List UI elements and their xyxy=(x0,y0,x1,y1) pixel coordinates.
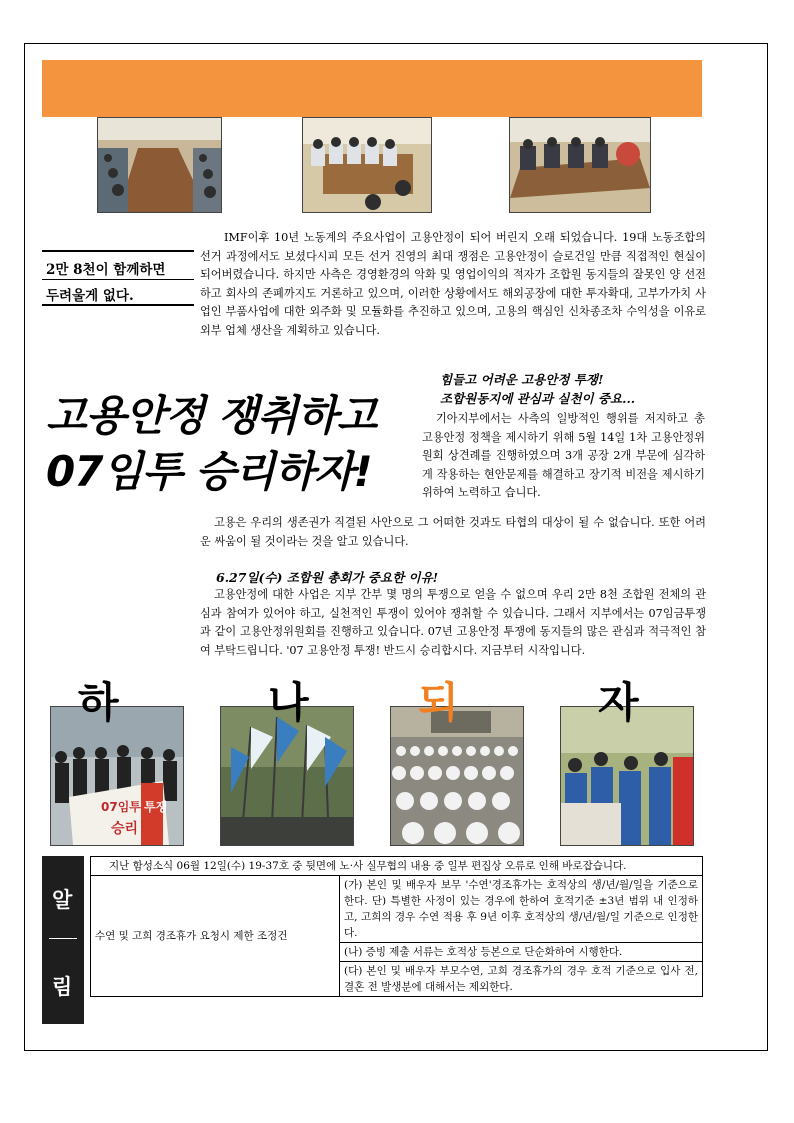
banner-text-struggle: 투쟁 xyxy=(144,800,168,814)
slogan-box xyxy=(42,250,194,306)
notice-label-char-2: 림 xyxy=(52,975,73,999)
intro-paragraph: IMF이후 10년 노동계의 주요사업이 고용안정이 되어 버린지 오래 되었습니다. 19대 노동조합의 선거 과정에서도 보셨다시피 모든 선거 진영의 최대 쟁점은 고용안정이 슬로건일 만큼 직접적인 현실이 되어버렸습니다. 하지만 사측은 경영환경의 악화 및 영업이익의 적자가 조합원 동지들의 잘못인 양 선전하고 회사의 존폐까지도 거론하고 있으며, 이러한 상황에서도 해외공장에 대한 투자확대, 고부가가치 사업인 부품사업에 대한 외주화 및 모듈화를 추진하고 있으며, 고용의 핵심인 신차종조차 수익성을 이유로 외부 업체 생산을 계획하고 있습니다. xyxy=(200,231,706,337)
meeting-photo-3 xyxy=(509,117,651,213)
meeting-photo-1 xyxy=(97,117,222,213)
header-banner xyxy=(42,60,702,117)
subheading-general-meeting: 6.27일(수) 조합원 총회가 중요한 이유! xyxy=(216,570,439,585)
closing-paragraph: 고용안정에 대한 사업은 지부 간부 몇 명의 투쟁으로 얻을 수 없으며 우리 2만 8천 조합원 전체의 관심과 참여가 있어야 하고, 실천적인 투쟁이 있어야 쟁취할 수 있습니다. 그래서 지부에서는 07임금투쟁과 같이 고용안정위원회를 진행하고 있습니다. 07년 고용안정 투쟁에 동지들의 많은 관심과 적극적인 참여 부탁드립니다. '07 고용안정 투쟁! 반드시 승리합시다. 지금부터 시작입니다. xyxy=(200,588,706,657)
middle-paragraph: 고용은 우리의 생존권가 직결된 사안으로 그 어떠한 것과도 타협의 대상이 될 수 없습니다. 또한 어려운 싸움이 될 것이라는 것을 알고 있습니다. xyxy=(200,516,706,548)
headline-line-1: 고용안정 쟁취하고 xyxy=(46,391,377,440)
right-column-paragraph: 기아지부에서는 사측의 일방적인 행위를 저지하고 총 고용안정 정책을 제시하기 위해 5월 14일 1차 고용안정위원회 상견례를 진행하였으며 3개 공장 2개 부문에 심각하게 작용하는 현안문제를 해결하고 장기적 비전을 제시하기 위하여 노력하고 습니다. xyxy=(422,412,705,499)
slogan-divider xyxy=(42,279,194,280)
slogan-letter-2: 나 xyxy=(268,678,309,727)
subheading-participation: 조합원동지에 관심과 실천이 중요... xyxy=(440,391,636,406)
slogan-letter-1: 하 xyxy=(78,678,119,727)
notice-label xyxy=(42,856,84,1024)
notice-table xyxy=(90,856,703,997)
banner-text-07: 07임투 xyxy=(101,800,141,814)
subheading-struggle: 힘들고 어려운 고용안정 투쟁! xyxy=(440,372,604,387)
slogan-letter-4: 자 xyxy=(598,678,639,727)
notice-header: 지난 함성소식 06월 12일(수) 19-37호 중 뒷면에 노·사 실무협의 내용 중 일부 편집상 오류로 인해 바로잡습니다. xyxy=(91,857,703,876)
notice-label-char-1: 알 xyxy=(52,888,73,912)
banner-text-victory: 승리 xyxy=(111,821,139,837)
meeting-photo-2 xyxy=(302,117,432,213)
slogan-letter-3: 되 xyxy=(418,678,459,727)
headline-line-2: 07임투 승리하자! xyxy=(46,447,372,496)
notice-item-ga: (가) 본인 및 배우자 보무 '수연'경조휴가는 호적상의 생/년/월/일을 기준으로 한다. 단) 특별한 사정이 있는 경우에 한하여 호적기준 ±3년 범위 내 인정하고, 고희의 경우 수연 적용 후 9년 이후 호적상의 생/년/월/일 기준으로 인정한다. xyxy=(340,876,703,943)
notice-item-na: (나) 증빙 제출 서류는 호적상 등본으로 단순화하여 시행한다. xyxy=(340,943,703,962)
notice-item-da: (다) 본인 및 배우자 부모수연, 고희 경조휴가의 경우 호적 기준으로 입사 전, 결혼 전 발생분에 대해서는 제외한다. xyxy=(340,962,703,997)
main-headline xyxy=(46,388,376,500)
notice-label-divider xyxy=(49,938,77,939)
notice-row-label: 수연 및 고희 경조휴가 요청시 제한 조정건 xyxy=(91,876,340,997)
slogan-line-2: 두려울게 없다. xyxy=(46,288,134,304)
slogan-line-1: 2만 8천이 함께하면 xyxy=(46,262,166,278)
